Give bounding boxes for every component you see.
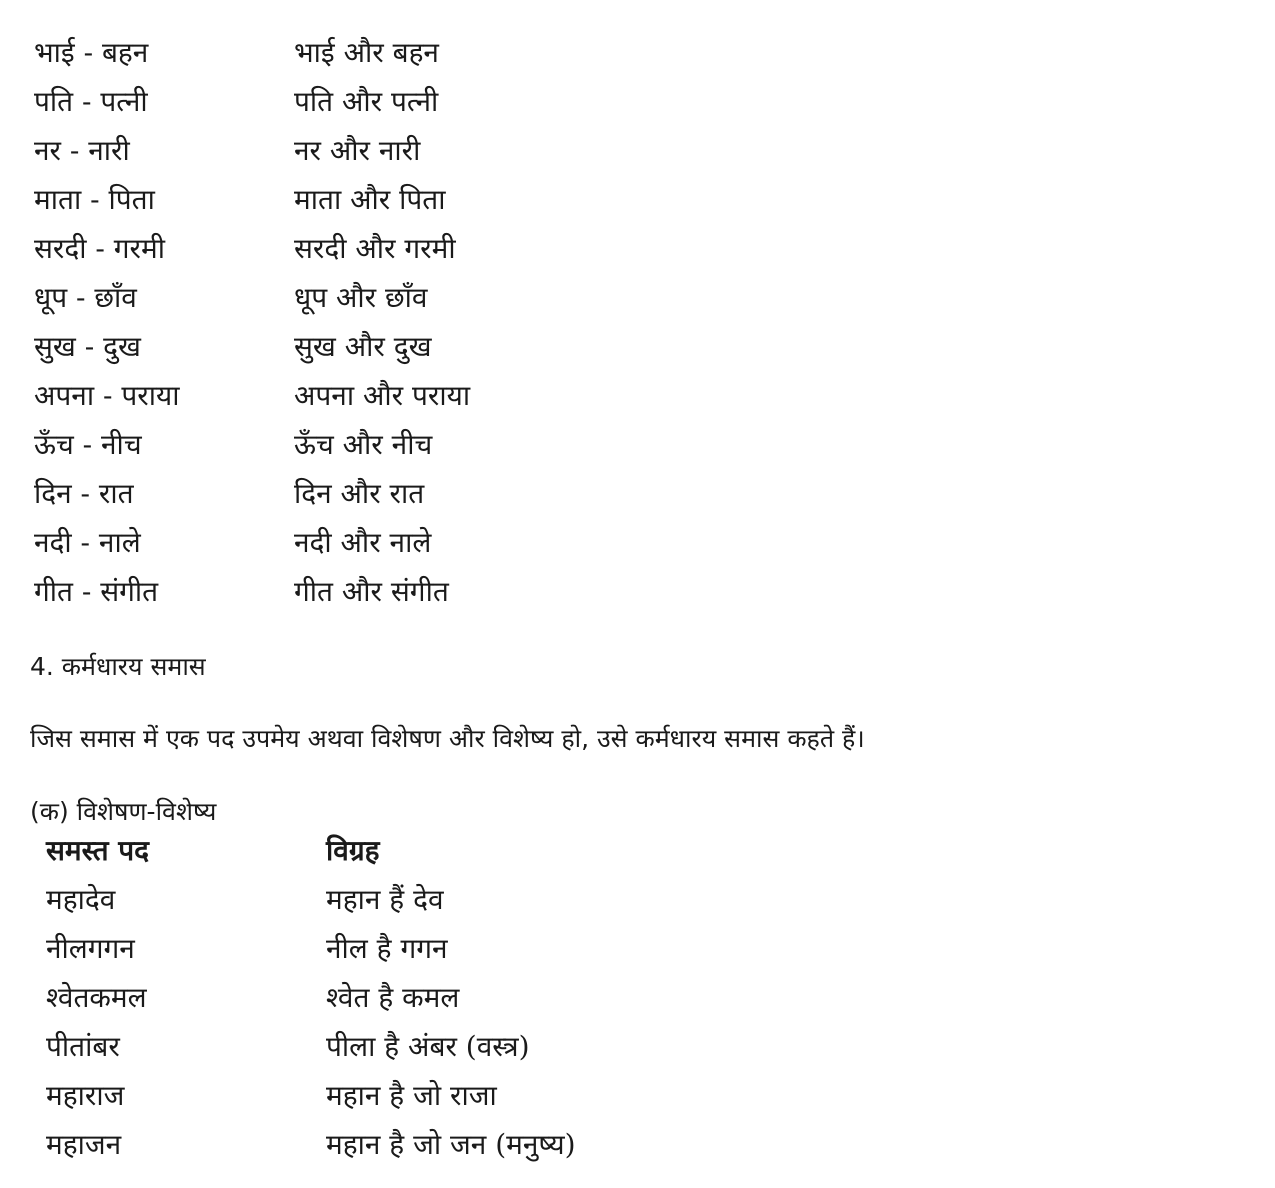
- dvandva-meaning: नदी और नाले: [294, 526, 432, 559]
- dvandva-pair: भाई - बहन: [34, 36, 149, 69]
- compound-term: महाराज: [46, 1079, 125, 1112]
- compound-analysis: महान है जो जन (मनुष्य): [326, 1128, 576, 1161]
- compound-analysis: महान हैं देव: [326, 883, 444, 916]
- dvandva-meaning: पति और पत्नी: [294, 85, 439, 118]
- compound-term: पीतांबर: [46, 1030, 120, 1063]
- dvandva-meaning: माता और पिता: [294, 183, 446, 216]
- header-analysis: विग्रह: [326, 834, 380, 867]
- section-title: 4. कर्मधारय समास: [30, 652, 206, 681]
- dvandva-meaning: धूप और छाँव: [294, 281, 428, 314]
- dvandva-pair: पति - पत्नी: [34, 85, 148, 118]
- subsection-heading: (क) विशेषण-विशेष्य: [30, 797, 217, 826]
- dvandva-pair: माता - पिता: [34, 183, 155, 216]
- compound-term: महाजन: [46, 1128, 122, 1161]
- dvandva-meaning: दिन और रात: [294, 477, 425, 510]
- compound-term: महादेव: [46, 883, 116, 916]
- dvandva-pair: ऊँच - नीच: [34, 428, 142, 461]
- header-term: समस्त पद: [46, 834, 150, 867]
- compound-analysis: महान है जो राजा: [326, 1079, 497, 1112]
- compound-analysis: पीला है अंबर (वस्त्र): [326, 1030, 530, 1063]
- dvandva-pair: गीत - संगीत: [34, 575, 159, 608]
- compound-analysis: श्वेत है कमल: [326, 981, 460, 1014]
- dvandva-meaning: सुख और दुख: [294, 330, 432, 363]
- compound-analysis: नील है गगन: [326, 932, 448, 965]
- dvandva-pair: नदी - नाले: [34, 526, 141, 559]
- dvandva-meaning: ऊँच और नीच: [294, 428, 433, 461]
- compound-term: नीलगगन: [46, 932, 135, 965]
- dvandva-pair: नर - नारी: [34, 134, 130, 167]
- dvandva-pair: सुख - दुख: [34, 330, 141, 363]
- dvandva-meaning: सरदी और गरमी: [294, 232, 456, 265]
- dvandva-pair: दिन - रात: [34, 477, 134, 510]
- dvandva-meaning: अपना और पराया: [294, 379, 471, 412]
- dvandva-pair: धूप - छाँव: [34, 281, 137, 314]
- dvandva-pair: अपना - पराया: [34, 379, 180, 412]
- dvandva-pair: सरदी - गरमी: [34, 232, 165, 265]
- dvandva-meaning: भाई और बहन: [294, 36, 439, 69]
- section-definition: जिस समास में एक पद उपमेय अथवा विशेषण और विशेष्य हो, उसे कर्मधारय समास कहते हैं।: [30, 724, 865, 753]
- dvandva-meaning: गीत और संगीत: [294, 575, 449, 608]
- dvandva-meaning: नर और नारी: [294, 134, 421, 167]
- compound-term: श्वेतकमल: [46, 981, 147, 1014]
